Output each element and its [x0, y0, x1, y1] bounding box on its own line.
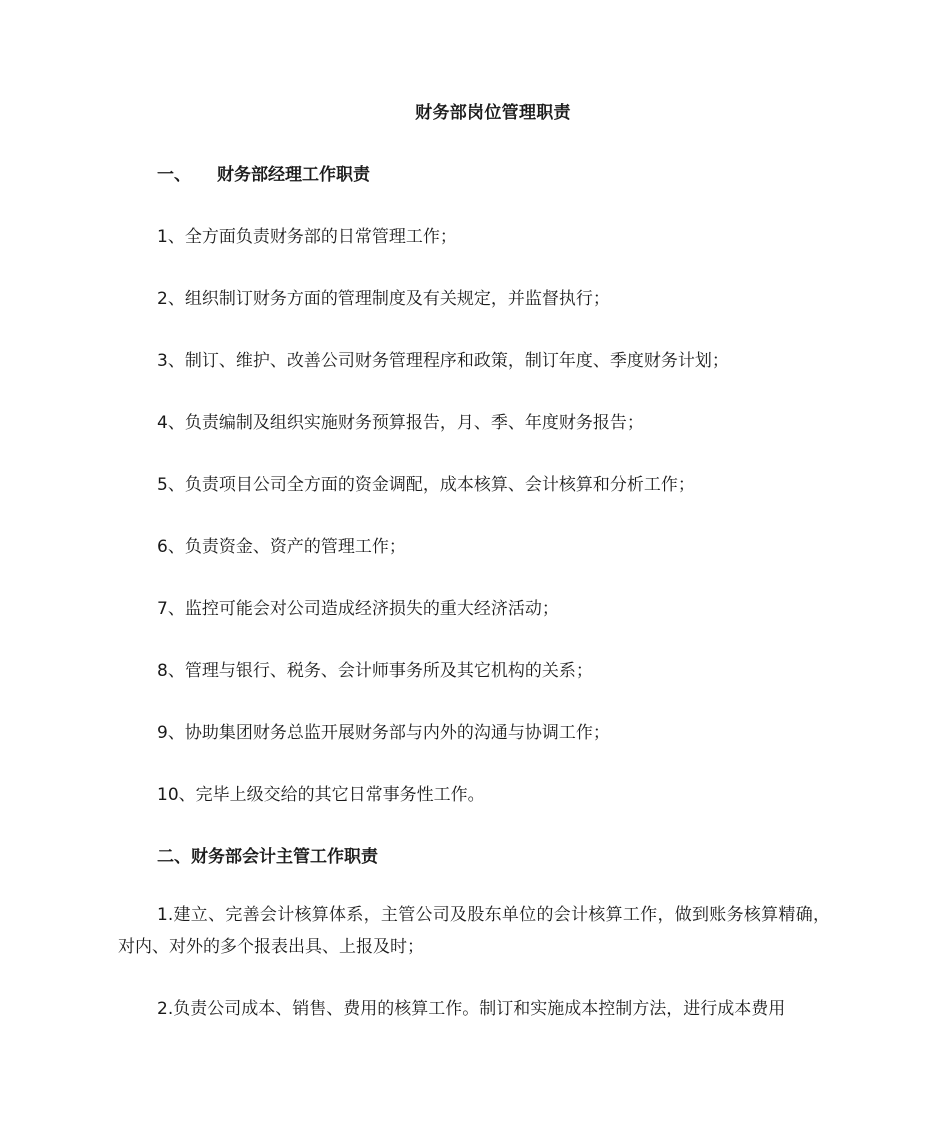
list-item: 5、负责项目公司全方面的资金调配，成本核算、会计核算和分析工作；	[157, 475, 695, 495]
list-item: 4、负责编制及组织实施财务预算报告，月、季、年度财务报告；	[157, 413, 644, 433]
list-item: 1、全方面负责财务部的日常管理工作；	[157, 227, 457, 247]
list-item: 8、管理与银行、税务、会计师事务所及其它机构的关系；	[157, 661, 593, 681]
paragraph: 1.建立、完善会计核算体系，主管公司及股东单位的会计核算工作，做到账务核算精确，对内、对外的多个报表出具、上报及时；	[118, 905, 830, 957]
list-item: 6、负责资金、资产的管理工作；	[157, 537, 406, 557]
section-number: 一、	[157, 165, 191, 185]
paragraph: 2.负责公司成本、销售、费用的核算工作。制订和实施成本控制方法，进行成本费用	[157, 999, 786, 1019]
list-item: 2、组织制订财务方面的管理制度及有关规定，并监督执行；	[157, 289, 610, 309]
section-heading-2: 二、财务部会计主管工作职责	[157, 847, 378, 867]
list-item: 3、制订、维护、改善公司财务管理程序和政策，制订年度、季度财务计划；	[157, 351, 729, 371]
list-item: 9、协助集团财务总监开展财务部与内外的沟通与协调工作；	[157, 723, 610, 743]
section-title: 财务部经理工作职责	[217, 165, 370, 185]
list-item: 10、完毕上级交给的其它日常事务性工作。	[157, 785, 485, 805]
page-title: 财务部岗位管理职责	[415, 103, 571, 123]
list-item: 7、监控可能会对公司造成经济损失的重大经济活动；	[157, 599, 559, 619]
section-heading-1	[157, 160, 370, 185]
